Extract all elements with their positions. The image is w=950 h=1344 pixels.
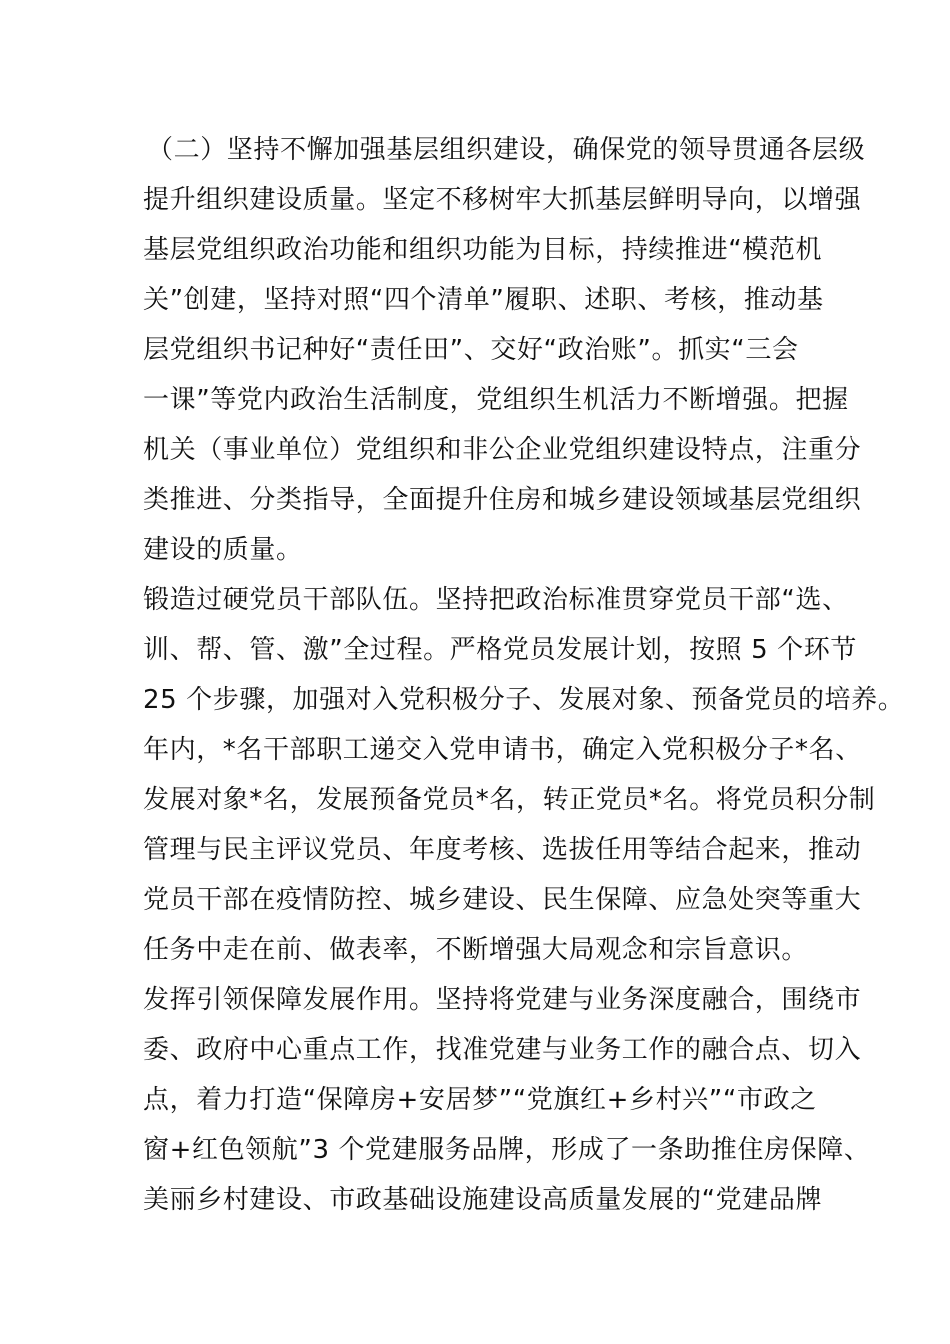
text-line: 建设的质量。 <box>143 535 303 565</box>
text-line: 关”创建，坚持对照“四个清单”履职、述职、考核，推动基 <box>143 285 824 315</box>
text-line: （二）坚持不懈加强基层组织建设，确保党的领导贯通各层级 <box>147 135 866 165</box>
text-line: 提升组织建设质量。坚定不移树牢大抓基层鲜明导向，以增强 <box>143 185 862 215</box>
text-line: 点，着力打造“保障房+安居梦”“党旗红+乡村兴”“市政之 <box>143 1085 817 1115</box>
text-line: 委、政府中心重点工作，找准党建与业务工作的融合点、切入 <box>143 1035 862 1065</box>
text-line: 机关（事业单位）党组织和非公企业党组织建设特点，注重分 <box>143 435 862 465</box>
text-line: 一课”等党内政治生活制度，党组织生机活力不断增强。把握 <box>143 385 849 415</box>
text-line: 锻造过硬党员干部队伍。坚持把政治标准贯穿党员干部“选、 <box>143 585 849 615</box>
text-line: 层党组织书记种好“责任田”、交好“政治账”。抓实“三会 <box>143 335 799 365</box>
text-line: 年内，*名干部职工递交入党申请书，确定入党积极分子*名、 <box>143 735 862 765</box>
text-line: 任务中走在前、做表率，不断增强大局观念和宗旨意识。 <box>143 935 809 965</box>
text-line: 美丽乡村建设、市政基础设施建设高质量发展的“党建品牌 <box>143 1185 823 1215</box>
text-line: 训、帮、管、激”全过程。严格党员发展计划，按照 5 个环节 <box>143 635 857 665</box>
text-line: 党员干部在疫情防控、城乡建设、民生保障、应急处突等重大 <box>143 885 862 915</box>
text-line: 基层党组织政治功能和组织功能为目标，持续推进“模范机 <box>143 235 823 265</box>
text-line: 发挥引领保障发展作用。坚持将党建与业务深度融合，围绕市 <box>143 985 862 1015</box>
text-line: 管理与民主评议党员、年度考核、选拔任用等结合起来，推动 <box>143 835 862 865</box>
text-line: 发展对象*名，发展预备党员*名，转正党员*名。将党员积分制 <box>143 785 876 815</box>
text-line: 25 个步骤，加强对入党积极分子、发展对象、预备党员的培养。 <box>143 685 905 715</box>
text-line: 窗+红色领航”3 个党建服务品牌，形成了一条助推住房保障、 <box>143 1135 871 1165</box>
text-line: 类推进、分类指导，全面提升住房和城乡建设领域基层党组织 <box>143 485 862 515</box>
